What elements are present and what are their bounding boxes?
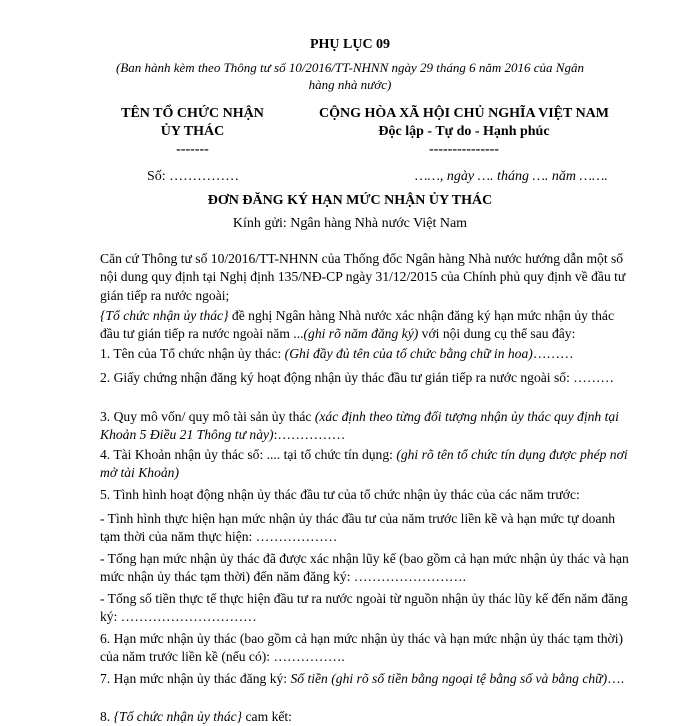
item-8: 8. {Tổ chức nhận ủy thác} cam kết: <box>100 708 292 724</box>
organization-name-line-2: ỦY THÁC <box>160 124 225 139</box>
item-4-note: (ghi rõ tên tổ chức tín dụng được phép nơi mở tài Khoản) <box>100 446 628 481</box>
legal-basis: Căn cứ Thông tư số 10/2016/TT-NHNN của Thống đốc Ngân hàng Nhà nước hướng dẫn một số nội dung quy định tại Nghị định 135/NĐ-CP ngày 31/12/2015 của Chính phủ quy định về đầu tư gián tiếp ra nước ngoài; <box>100 250 626 303</box>
appendix-note: (Ban hành kèm theo Thông tư số 10/2016/TT-NHNN ngày 29 tháng 6 năm 2016 của Ngân hàng nhà nước) <box>116 60 584 92</box>
national-divider: --------------- <box>429 142 499 157</box>
recipient-line: Kính gửi: Ngân hàng Nhà nước Việt Nam <box>232 216 468 231</box>
organization-header <box>80 105 305 159</box>
item-3-note: (xác định theo từng đối tượng nhận ủy thác quy định tại Khoản 5 Điều 21 Thông tư này) <box>100 408 619 443</box>
item-5b: - Tổng hạn mức nhận ủy thác đã được xác nhận lũy kế (bao gồm cả hạn mức nhận ủy thác và hạn mức nhận ủy thác tạm thời) đến năm đăng ký: ……………………. <box>100 550 629 585</box>
request-paragraph <box>100 307 635 344</box>
request-tail: với nội dung cụ thể sau đây: <box>418 326 576 342</box>
appendix-title: PHỤ LỤC 09 <box>309 37 391 52</box>
nation-name: CỘNG HÒA XÃ HỘI CHỦ NGHĨA VIỆT NAM <box>318 106 609 121</box>
item-5a: - Tình hình thực hiện hạn mức nhận ủy thác đầu tư của năm trước liền kề và hạn mức tự doanh tạm thời của năm thực hiện: ……………… <box>100 510 616 545</box>
organization-divider: ------- <box>176 142 209 157</box>
item-4: 4. Tài Khoản nhận ủy thác số: .... tại tổ chức tín dụng: (ghi rõ tên tổ chức tín dụng được phép nơi mở tài Khoản) <box>100 446 628 481</box>
item-2: 2. Giấy chứng nhận đăng ký hoạt động nhận ủy thác đầu tư gián tiếp ra nước ngoài số: ……… <box>100 369 615 385</box>
organization-name-line-1: TÊN TỔ CHỨC NHẬN <box>121 106 264 121</box>
year-note: (ghi rõ năm đăng ký) <box>303 326 419 342</box>
form-title: ĐƠN ĐĂNG KÝ HẠN MỨC NHẬN ỦY THÁC <box>207 193 493 208</box>
national-header <box>305 105 623 159</box>
item-7: 7. Hạn mức nhận ủy thác đăng ký: Số tiền (ghi rõ số tiền bằng ngoại tệ bằng số và bằng chữ)…. <box>100 670 625 686</box>
organization-placeholder: {Tổ chức nhận ủy thác} <box>100 307 229 323</box>
item-1: 1. Tên của Tổ chức nhận ủy thác: (Ghi đầy đủ tên của tổ chức bằng chữ in hoa)……… <box>100 345 574 361</box>
item-6: 6. Hạn mức nhận ủy thác (bao gồm cả hạn mức nhận ủy thác và hạn mức nhận ủy thác tạm thời) của năm trước liền kề (nếu có): ……………. <box>100 630 624 665</box>
item-7-note: Số tiền (ghi rõ số tiền bằng ngoại tệ bằng số và bằng chữ) <box>290 670 608 686</box>
request-text: đề nghị Ngân hàng Nhà nước xác nhận đăng ký hạn mức nhận ủy thác đầu tư gián tiếp ra nước ngoài năm ... <box>100 307 614 342</box>
document-number: Số: …………… <box>147 169 240 184</box>
item-3: 3. Quy mô vốn/ quy mô tài sản ủy thác (xác định theo từng đối tượng nhận ủy thác quy định tại Khoản 5 Điều 21 Thông tư này):…………… <box>100 408 619 443</box>
document-date: ……, ngày …. tháng …. năm ……. <box>415 169 608 184</box>
item-5: 5. Tình hình hoạt động nhận ủy thác đầu tư của tổ chức nhận ủy thác của các năm trước: <box>100 486 580 502</box>
national-motto: Độc lập - Tự do - Hạnh phúc <box>378 124 550 139</box>
item-1-note: (Ghi đầy đủ tên của tổ chức bằng chữ in hoa) <box>284 345 533 361</box>
item-5c: - Tổng số tiền thực tế thực hiện đầu tư ra nước ngoài từ nguồn nhận ủy thác lũy kế đến năm đăng ký: ………………………… <box>100 590 628 625</box>
